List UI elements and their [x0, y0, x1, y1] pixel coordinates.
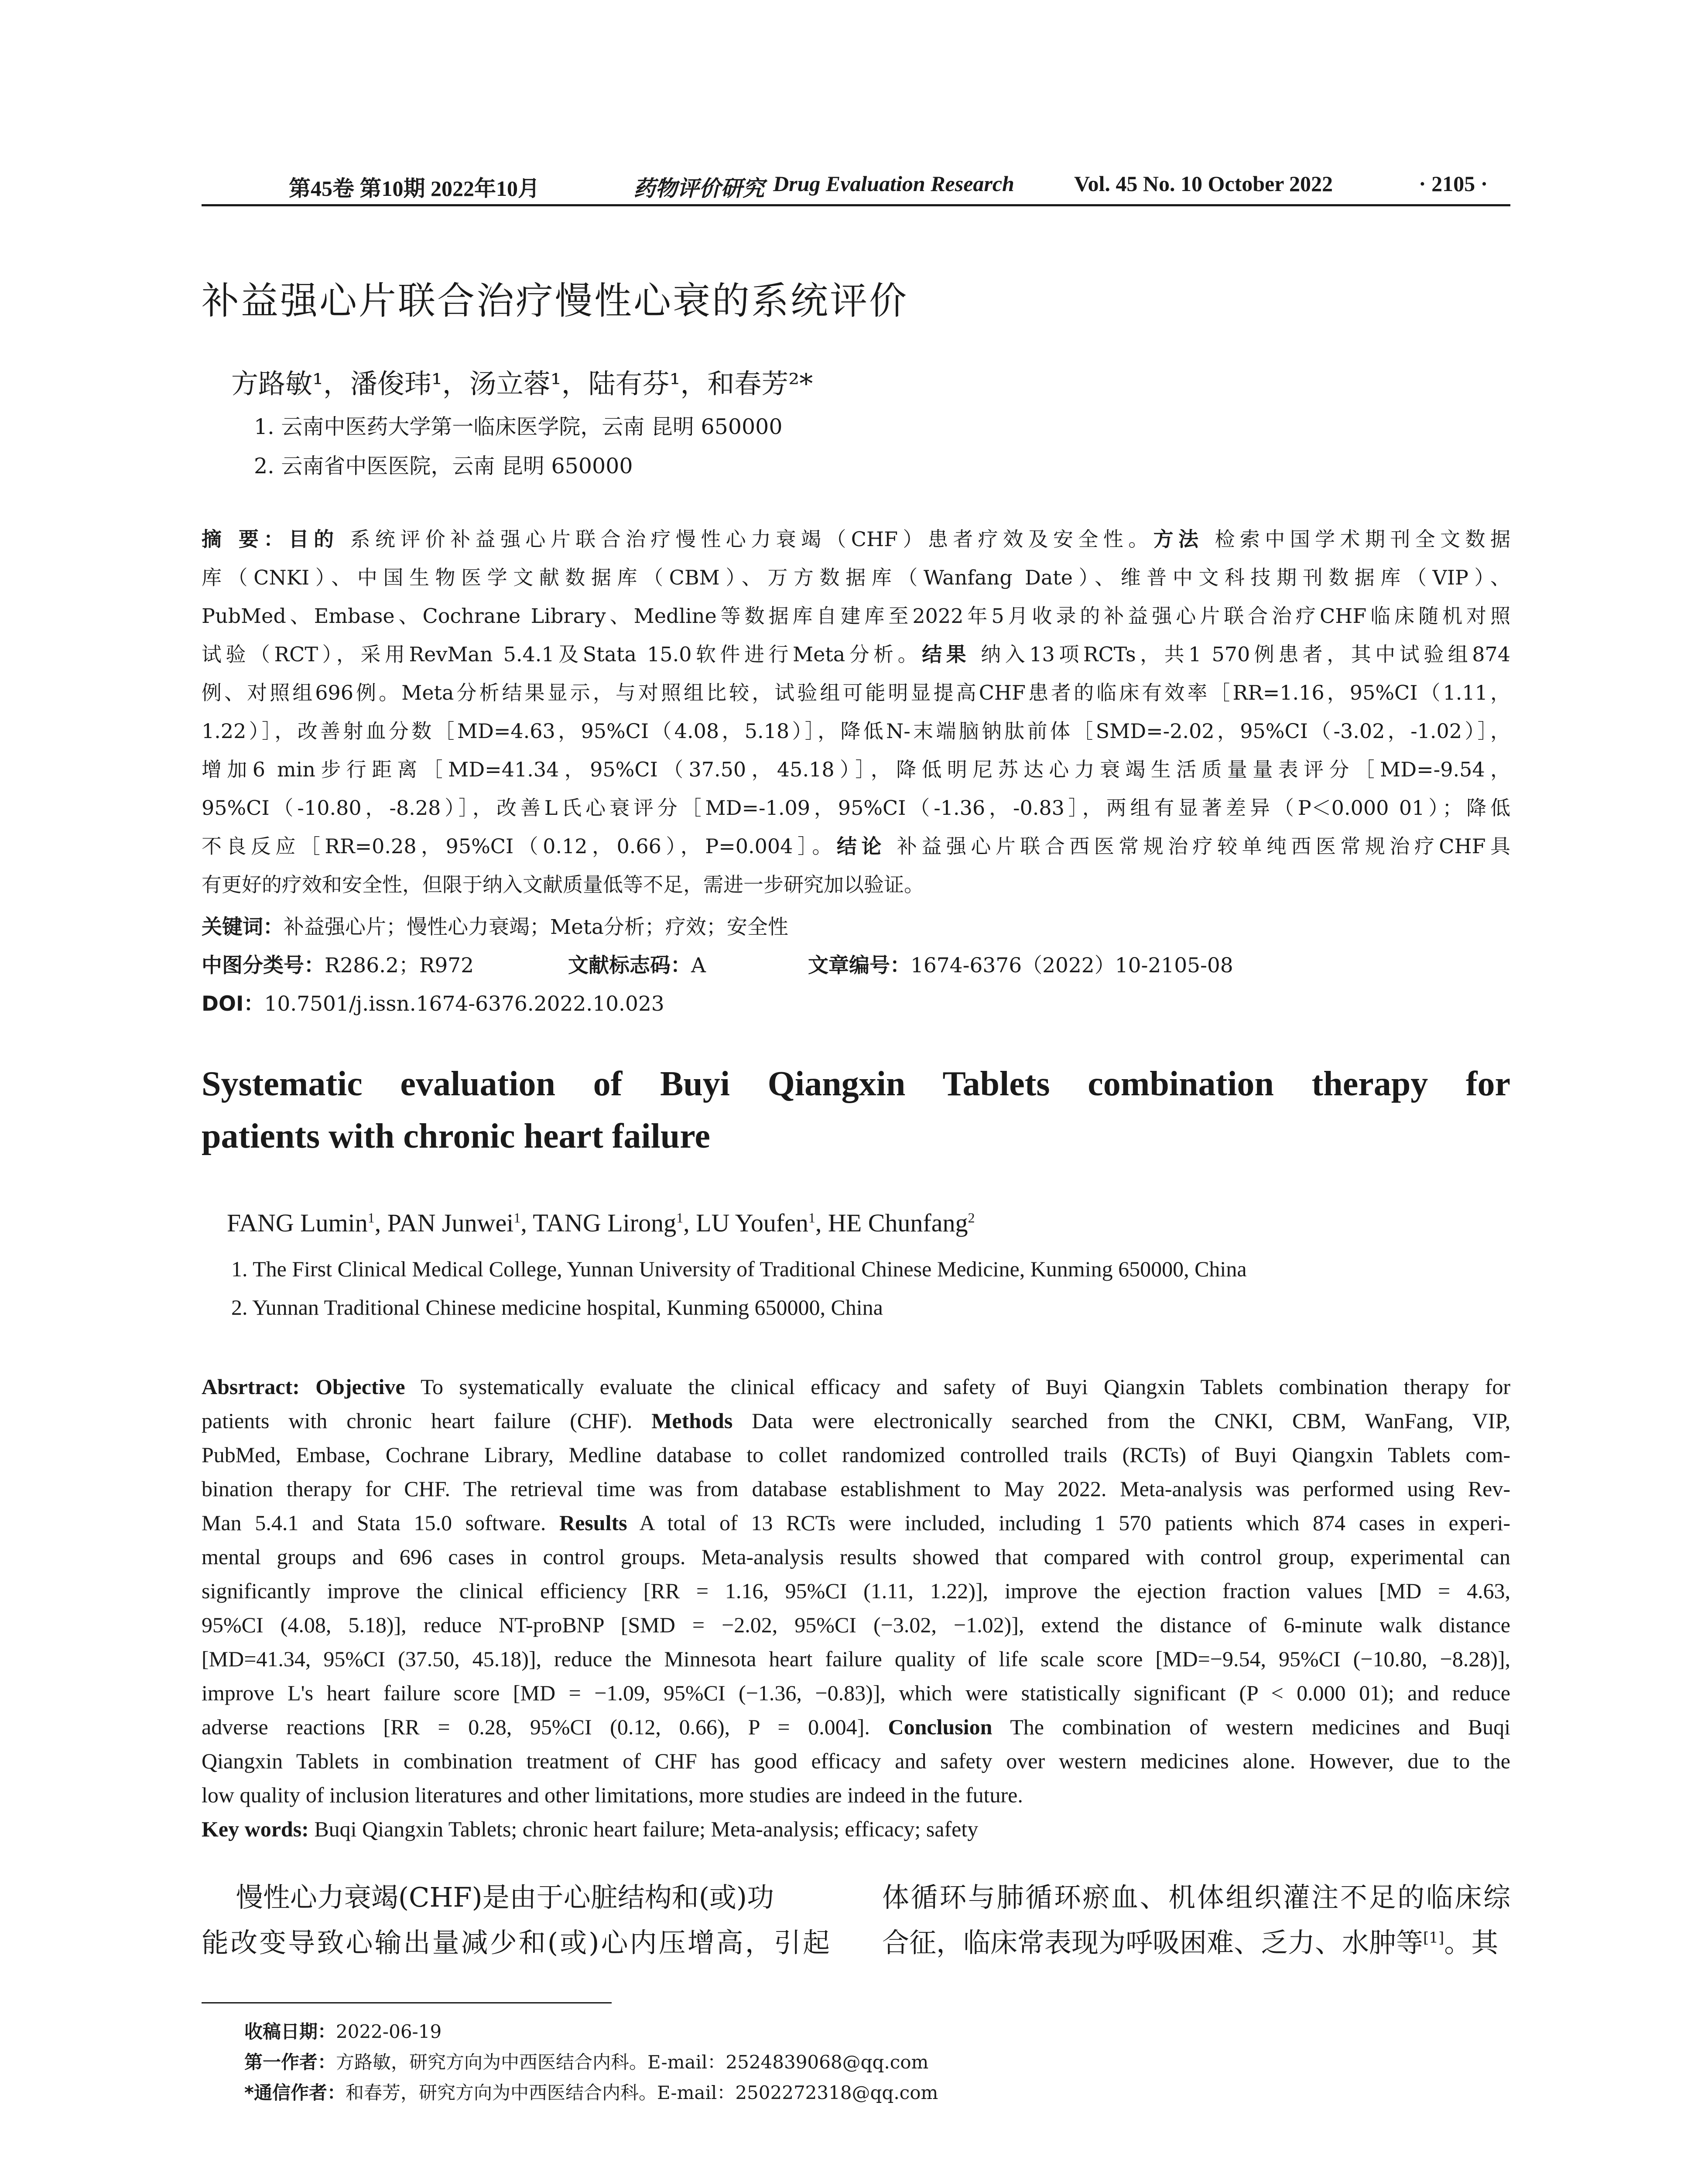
en-abstract-line: adverse reactions [RR = 0.28, 95%CI (0.12, 0.66), P = 0.004]. Conclusion The combination of western medicines and Buqi: [202, 1715, 1510, 1739]
body-line: 合征，临床常表现为呼吸困难、乏力、水肿等[1]。其: [882, 1927, 1499, 1959]
cn-abstract-line: 摘 要：目的 系统评价补益强心片联合治疗慢性心力衰竭（CHF）患者疗效及安全性。方法 检索中国学术期刊全文数据: [202, 527, 1510, 551]
header-rule: [202, 204, 1510, 206]
en-abstract-line: patients with chronic heart failure (CHF). Methods Data were electronically searched from the CNKI, CBM, WanFang, VIP,: [202, 1408, 1510, 1433]
cn-affiliation-1: 1. 云南中医药大学第一临床医学院，云南 昆明 650000: [254, 414, 783, 439]
issue-cn: 第45卷 第10期 2022年10月: [289, 176, 540, 201]
en-abstract-line: low quality of inclusion literatures and other limitations, more studies are indeed in the future.: [202, 1783, 1023, 1807]
en-abstract-line: mental groups and 696 cases in control groups. Meta-analysis results showed that compared with control group, experimental can: [202, 1545, 1510, 1569]
issue-en: Vol. 45 No. 10 October 2022: [1074, 171, 1333, 196]
cn-abstract-line: 有更好的疗效和安全性，但限于纳入文献质量低等不足，需进一步研究加以验证。: [202, 873, 924, 896]
en-title-line: patients with chronic heart failure: [202, 1117, 710, 1155]
cn-title: 补益强心片联合治疗慢性心衰的系统评价: [202, 279, 908, 323]
body-line: 慢性心力衰竭(CHF)是由于心脏结构和(或)功: [202, 1881, 774, 1913]
body-line: 体循环与肺循环瘀血、机体组织灌注不足的临床综: [882, 1881, 1510, 1913]
journal-cn-logo: 药物评价研究: [633, 175, 764, 201]
cn-keywords: 关键词：补益强心片；慢性心力衰竭；Meta分析；疗效；安全性: [202, 915, 788, 939]
cn-classification: 中图分类号：R286.2；R972 文献标志码：A 文章编号：1674-6376（2022）10-2105-08: [202, 954, 1233, 978]
en-abstract-line: Man 5.4.1 and Stata 15.0 software. Results A total of 13 RCTs were included, including 1 570 patients which 874 cases in experi-: [202, 1511, 1510, 1535]
cn-abstract-line: 95%CI（-10.80，-8.28）］，改善L氏心衰评分［MD=-1.09，95%CI（-1.36，-0.83］，两组有显著差异（P＜0.000 01）；降低: [202, 796, 1510, 820]
en-abstract-line: 95%CI (4.08, 5.18)], reduce NT-proBNP [SMD = −2.02, 95%CI (−3.02, −1.02)], extend the distance of 6-minute walk distance: [202, 1613, 1510, 1637]
cn-abstract-line: 例、对照组696例。Meta分析结果显示，与对照组比较，试验组可能明显提高CHF患者的临床有效率［RR=1.16，95%CI（1.11，: [202, 681, 1510, 704]
cn-abstract-line: 试验（RCT），采用RevMan 5.4.1及Stata 15.0软件进行Meta分析。结果 纳入13项RCTs，共1 570例患者，其中试验组874: [202, 643, 1510, 666]
en-abstract-line: [MD=41.34, 95%CI (37.50, 45.18)], reduce the Minnesota heart failure quality of life scale score [MD=−9.54, 95%CI (−10.80, −8.28)],: [202, 1647, 1510, 1671]
journal-en: Drug Evaluation Research: [773, 171, 1014, 196]
cn-doi: DOI：10.7501/j.issn.1674-6376.2022.10.023: [202, 992, 664, 1016]
footnote-corresponding-author: *通信作者：和春芳，研究方向为中西医结合内科。E-mail：2502272318@qq.com: [244, 2082, 938, 2103]
cn-affiliation-2: 2. 云南省中医医院，云南 昆明 650000: [254, 454, 633, 479]
running-header: [202, 171, 1510, 201]
en-keywords: Key words: Buqi Qiangxin Tablets; chronic heart failure; Meta-analysis; efficacy; safety: [202, 1817, 979, 1841]
en-title-line: Systematic evaluation of Buyi Qiangxin Tablets combination therapy for: [202, 1065, 1510, 1103]
en-affiliation-2: 2. Yunnan Traditional Chinese medicine hospital, Kunming 650000, China: [231, 1295, 883, 1320]
en-abstract-line: PubMed, Embase, Cochrane Library, Medline database to collet randomized controlled trails (RCTs) of Buyi Qiangxin Tablets com-: [202, 1443, 1510, 1467]
en-abstract-line: improve L's heart failure score [MD = −1.09, 95%CI (−1.36, −0.83)], which were statistically significant (P < 0.000 01); and reduce: [202, 1681, 1510, 1705]
en-abstract-line: Qiangxin Tablets in combination treatment of CHF has good efficacy and safety over western medicines alone. However, due to the: [202, 1749, 1510, 1773]
cn-authors: 方路敏¹，潘俊玮¹，汤立蓉¹，陆有芬¹，和春芳²*: [231, 368, 813, 400]
cn-abstract-line: 不良反应［RR=0.28，95%CI（0.12，0.66），P=0.004］。结论 补益强心片联合西医常规治疗较单纯西医常规治疗CHF具: [202, 834, 1510, 858]
footnote-rule: [202, 2002, 612, 2003]
cn-abstract-line: 1.22）］，改善射血分数［MD=4.63，95%CI（4.08，5.18）］，降低N-末端脑钠肽前体［SMD=-2.02，95%CI（-3.02，-1.02）］，: [202, 719, 1510, 743]
cn-abstract-line: 增加6 min步行距离［MD=41.34，95%CI（37.50，45.18）］，降低明尼苏达心力衰竭生活质量量表评分［MD=-9.54，: [202, 758, 1510, 781]
en-authors: FANG Lumin$^1$, PAN Junwei$^1$, TANG Lirong$^1$, LU Youfen$^1$, HE Chunfang$^2$: [227, 1209, 975, 1237]
citation-ref[interactable]: [1]: [1423, 1929, 1444, 1947]
footnote-received: 收稿日期：2022-06-19: [244, 2021, 442, 2042]
cn-abstract-line: PubMed、Embase、Cochrane Library、Medline等数据库自建库至2022年5月收录的补益强心片联合治疗CHF临床随机对照: [202, 604, 1510, 628]
en-affiliation-1: 1. The First Clinical Medical College, Yunnan University of Traditional Chinese Medicine, Kunming 650000, China: [231, 1257, 1247, 1281]
en-abstract-line: bination therapy for CHF. The retrieval time was from database establishment to May 2022. Meta-analysis was performed using Rev-: [202, 1477, 1510, 1501]
body-line: 能改变导致心输出量减少和(或)心内压增高，引起: [202, 1927, 830, 1959]
en-abstract-line: Absrtract: Objective To systematically evaluate the clinical efficacy and safety of Buyi Qiangxin Tablets combination therapy for: [202, 1374, 1510, 1399]
en-abstract-line: significantly improve the clinical efficiency [RR = 1.16, 95%CI (1.11, 1.22)], improve the ejection fraction values [MD = 4.63,: [202, 1579, 1510, 1603]
footnote-first-author: 第一作者：方路敏，研究方向为中西医结合内科。E-mail：2524839068@qq.com: [244, 2051, 929, 2073]
cn-abstract-line: 库（CNKI）、中国生物医学文献数据库（CBM）、万方数据库（Wanfang Date）、维普中文科技期刊数据库（VIP）、: [202, 566, 1510, 589]
page-number: · 2105 ·: [1419, 171, 1488, 196]
footnotes: [244, 2017, 938, 2109]
